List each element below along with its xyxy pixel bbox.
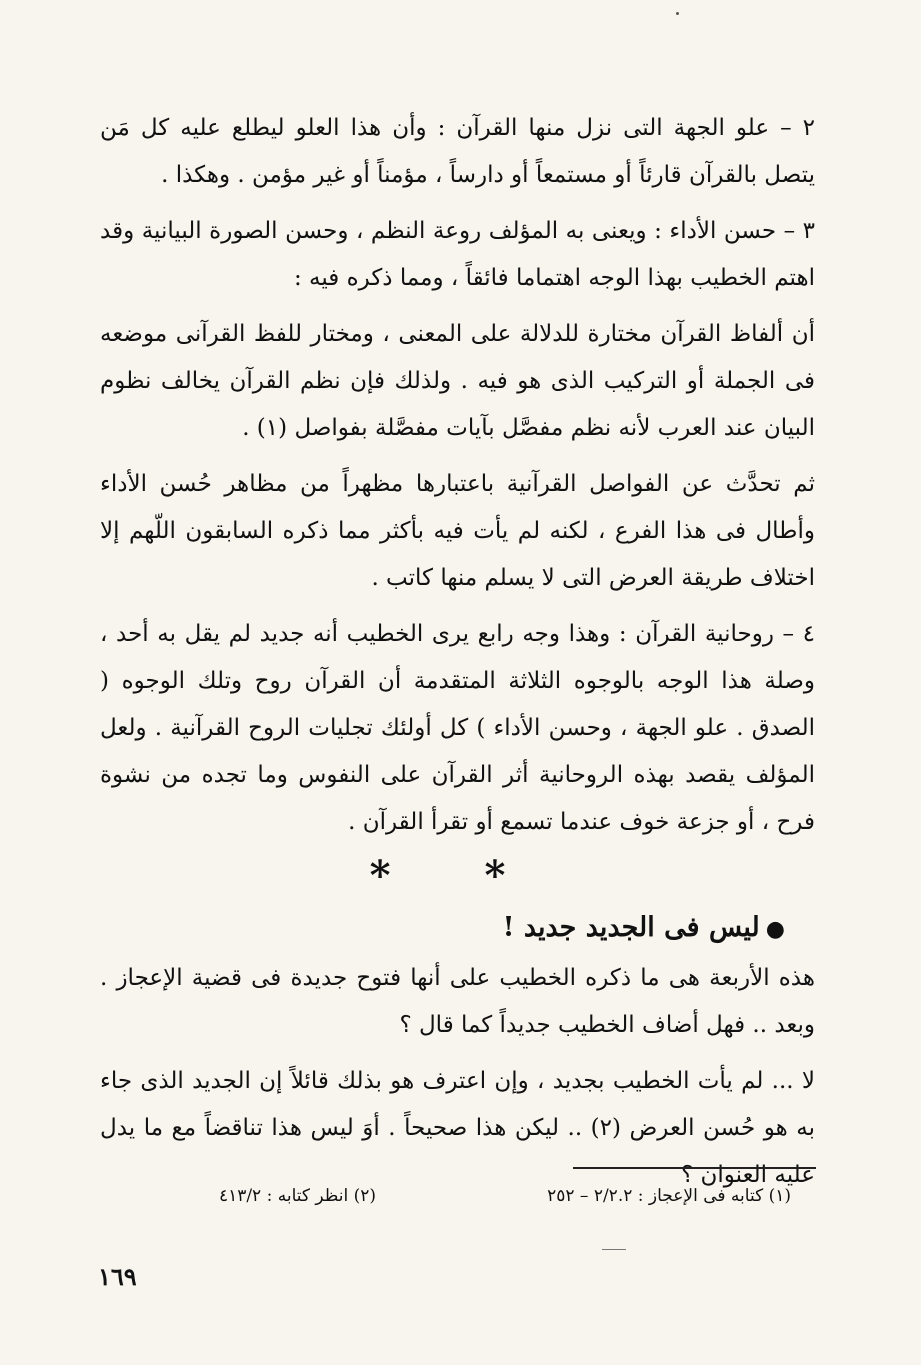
footnote-1: (١) كتابه فى الإعجاز : ٢/٢.٢ – ٢٥٢ — [547, 1186, 791, 1206]
page-number: ١٦٩ — [98, 1262, 137, 1291]
section-heading — [100, 902, 785, 955]
footnote-divider — [573, 1167, 816, 1169]
paragraph-section-1: هذه الأربعة هى ما ذكره الخطيب على أنها فتوح جديدة فى قضية الإعجاز . وبعد .. فهل أضاف الخطيب جديداً كما قال ؟ — [100, 965, 815, 1038]
paragraph-point-2: ٢ – علو الجهة التى نزل منها القرآن : وأن هذا العلو ليطلع عليه كل مَن يتصل بالقرآن قارئاً أو مستمعاً أو دارساً ، مؤمناً أو غير مؤمن . وهكذا . — [100, 115, 815, 188]
paragraph-point-3: ٣ – حسن الأداء : ويعنى به المؤلف روعة النظم ، وحسن الصورة البيانية وقد اهتم الخطيب بهذا الوجه اهتماما فائقاً ، ومما ذكره فيه : — [100, 218, 815, 291]
scan-mark — [676, 12, 679, 15]
paragraph-fawasil: ثم تحدَّث عن الفواصل القرآنية باعتبارها مظهراً من مظاهر حُسن الأداء وأطال فى هذا الفرع ، لكنه لم يأت فيه بأكثر مما ذكره السابقون اللّهم إلا اختلاف طريقة العرض التى لا يسلم منها كاتب . — [100, 471, 815, 591]
page-body — [100, 105, 815, 1208]
bullet-icon: ● — [765, 916, 785, 942]
paragraph-quote: أن ألفاظ القرآن مختارة للدلالة على المعنى ، ومختار للفظ القرآنى موضعه فى الجملة أو التركيب الذى هو فيه . ولذلك فإن نظم القرآن يخالف نظوم البيان عند العرب لأنه نظم مفصَّل بآيات مفصَّلة بفواصل (١) . — [100, 321, 815, 441]
paragraph-point-4: ٤ – روحانية القرآن : وهذا وجه رابع يرى الخطيب أنه جديد لم يقل به أحد ، وصلة هذا الوجه بالوجوه الثلاثة المتقدمة أن القرآن روح وتلك الوجوه ( الصدق . علو الجهة ، وحسن الأداء ) كل أولئك تجليات الروح القرآنية . ولعل المؤلف يقصد بهذه الروحانية أثر القرآن على النفوس وما تجده من نشوة فرح ، أو جزعة خوف عندما تسمع أو تقرأ القرآن . — [100, 621, 815, 835]
footnote-2: (٢) انظر كتابه : ٤١٣/٢ — [218, 1186, 376, 1206]
scan-mark — [602, 1249, 626, 1254]
paragraph-section-2: لا ... لم يأت الخطيب بجديد ، وإن اعترف هو بذلك قائلاً إن الجديد الذى جاء به هو حُسن العرض (٢) .. ليكن هذا صحيحاً . أوَ ليس هذا تناقضاً مع ما يدل عليه العنوان ؟ — [100, 1068, 815, 1188]
section-separator: * * — [369, 852, 546, 899]
section-heading-text: ليس فى الجديد جديد ! — [502, 912, 760, 943]
